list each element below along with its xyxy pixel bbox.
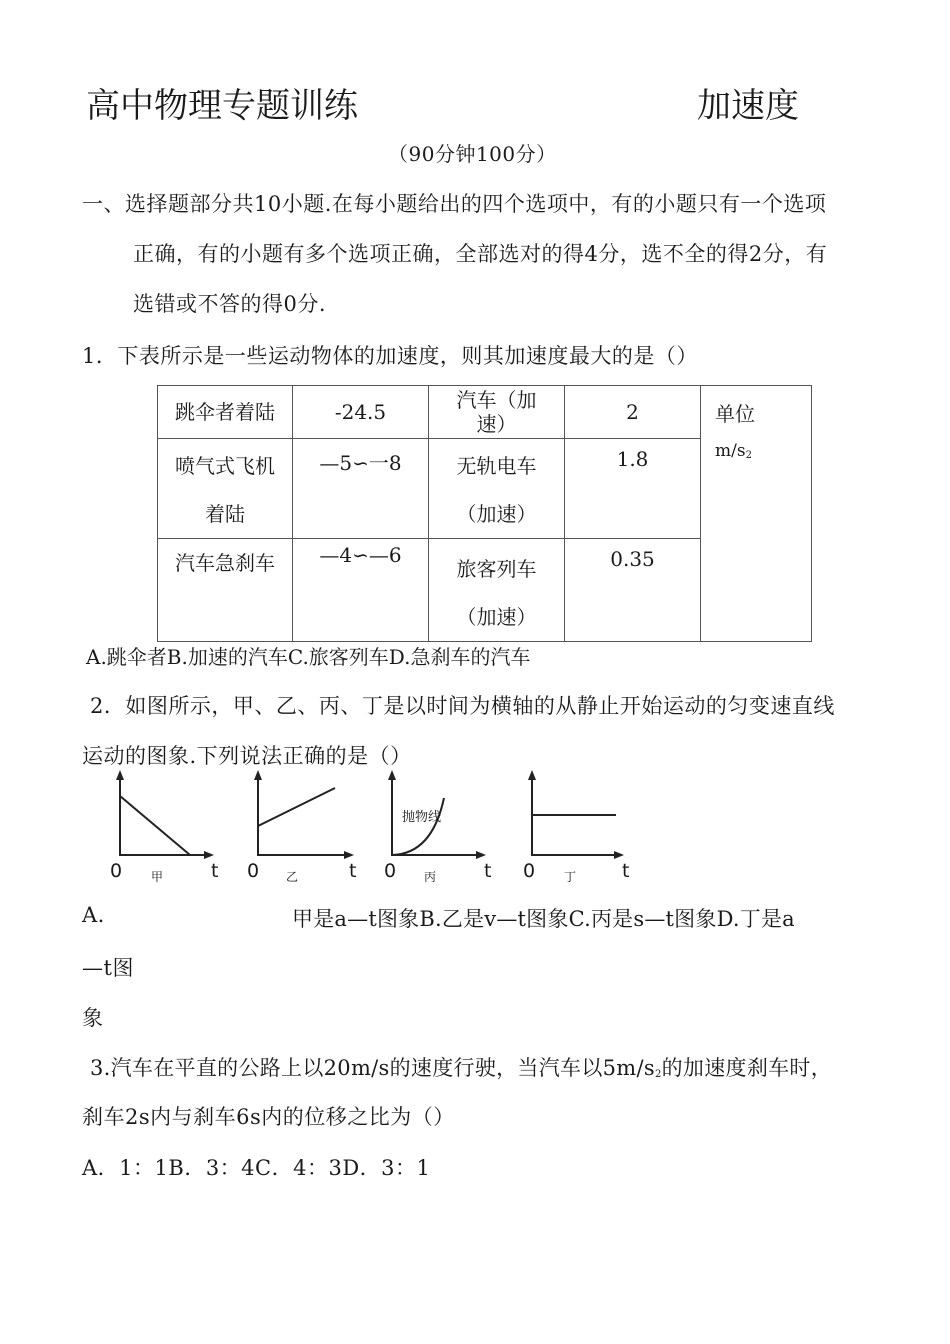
table-cell xyxy=(429,386,565,439)
section-instruction-line-2: 正确，有的小题有多个选项正确，全部选对的得4分，选不全的得2分，有 xyxy=(133,242,828,266)
table-cell: 跳伞者着陆 xyxy=(158,386,293,439)
x-axis-arrow xyxy=(204,851,214,859)
question-2-stem-line-2: 运动的图象.下列说法正确的是（） xyxy=(82,744,412,768)
table-cell-line: 着陆 xyxy=(205,502,245,526)
graph-origin-label: 0 xyxy=(110,860,123,882)
graph-t-label: t xyxy=(622,860,630,882)
topic-title: 加速度 xyxy=(697,86,799,126)
y-axis-arrow xyxy=(254,770,262,780)
question-3-stem-line-2: 刹车2s内与刹车6s内的位移之比为（） xyxy=(82,1105,455,1129)
table-cell: 1.8 xyxy=(565,439,701,539)
table-cell-line: （加速） xyxy=(456,605,537,629)
question-3-options: A．1：1B．3：4C．4：3D．3：1 xyxy=(82,1156,431,1180)
table-cell: —4∽—6 xyxy=(293,539,429,642)
unit-cell xyxy=(701,386,812,642)
q3-text-b: 的加速度刹车时， xyxy=(661,1056,833,1080)
graph-t-label: t xyxy=(349,860,357,882)
graph-name-ding: 丁 xyxy=(564,870,577,884)
x-axis-arrow xyxy=(614,851,624,859)
table-cell: 汽车急刹车 xyxy=(158,539,293,642)
unit-subscript: 2 xyxy=(745,450,752,461)
table-cell-line: （加速） xyxy=(456,502,537,526)
graph-line xyxy=(258,788,335,826)
table-cell: 2 xyxy=(565,386,701,439)
graph-t-label: t xyxy=(211,860,219,882)
graph-name-bing: 丙 xyxy=(424,870,437,884)
acceleration-table xyxy=(157,385,812,642)
question-2-option-a-marker: A. xyxy=(82,903,105,927)
table-cell-line: 旅客列车 xyxy=(456,557,537,581)
table-cell-line: 无轨电车 xyxy=(456,454,537,478)
table-cell xyxy=(158,439,293,539)
table-cell-line: 汽车（加 xyxy=(456,388,537,412)
table-cell xyxy=(429,539,565,642)
x-axis-arrow xyxy=(476,851,486,859)
graph-origin-label: 0 xyxy=(384,860,397,882)
table-cell: —5∽一8 xyxy=(293,439,429,539)
graph-origin-label: 0 xyxy=(247,860,260,882)
question-3-stem-line-1 xyxy=(90,1052,832,1082)
table-cell: -24.5 xyxy=(293,386,429,439)
question-2-options-cont: —t图 xyxy=(82,956,134,980)
unit-label: 单位 xyxy=(715,402,755,426)
y-axis-arrow xyxy=(528,770,536,780)
question-2-options: 甲是a—t图象B.乙是v—t图象C.丙是s—t图象D.丁是a xyxy=(292,907,795,931)
table-cell: 0.35 xyxy=(565,539,701,642)
graph-line xyxy=(120,796,190,855)
graph-origin-label: 0 xyxy=(523,860,536,882)
y-axis-arrow xyxy=(388,770,396,780)
graph-name-yi: 乙 xyxy=(286,870,299,884)
section-instruction-line-3: 选错或不答的得0分. xyxy=(133,292,327,316)
table-cell-line: 喷气式飞机 xyxy=(175,454,275,478)
exam-duration: （90分钟100分） xyxy=(388,142,557,166)
question-1-stem: 1．下表所示是一些运动物体的加速度，则其加速度最大的是（） xyxy=(82,344,698,368)
x-axis-arrow xyxy=(344,851,354,859)
table-cell xyxy=(429,439,565,539)
unit-value xyxy=(715,441,811,461)
graph-t-label: t xyxy=(484,860,492,882)
q3-text-a: 3.汽车在平直的公路上以20m/s的速度行驶，当汽车以5m/s xyxy=(90,1056,655,1080)
unit-text: m/s xyxy=(715,441,746,461)
parabola-label: 抛物线 xyxy=(402,810,442,825)
page-title: 高中物理专题训练 xyxy=(86,86,358,126)
question-2-stem-line-1: 2．如图所示，甲、乙、丙、丁是以时间为横轴的从静止开始运动的匀变速直线 xyxy=(90,694,835,718)
q3-subscript: 2 xyxy=(654,1069,662,1080)
graph-name-jia: 甲 xyxy=(151,870,164,884)
y-axis-arrow xyxy=(116,770,124,780)
table-cell-line: 速） xyxy=(476,412,517,436)
question-2-options-end: 象 xyxy=(82,1006,104,1030)
question-1-options: A.跳伞者B.加速的汽车C.旅客列车D.急刹车的汽车 xyxy=(86,645,531,669)
section-instruction-line-1: 一、选择题部分共10小题.在每小题给出的四个选项中，有的小题只有一个选项 xyxy=(82,192,827,216)
